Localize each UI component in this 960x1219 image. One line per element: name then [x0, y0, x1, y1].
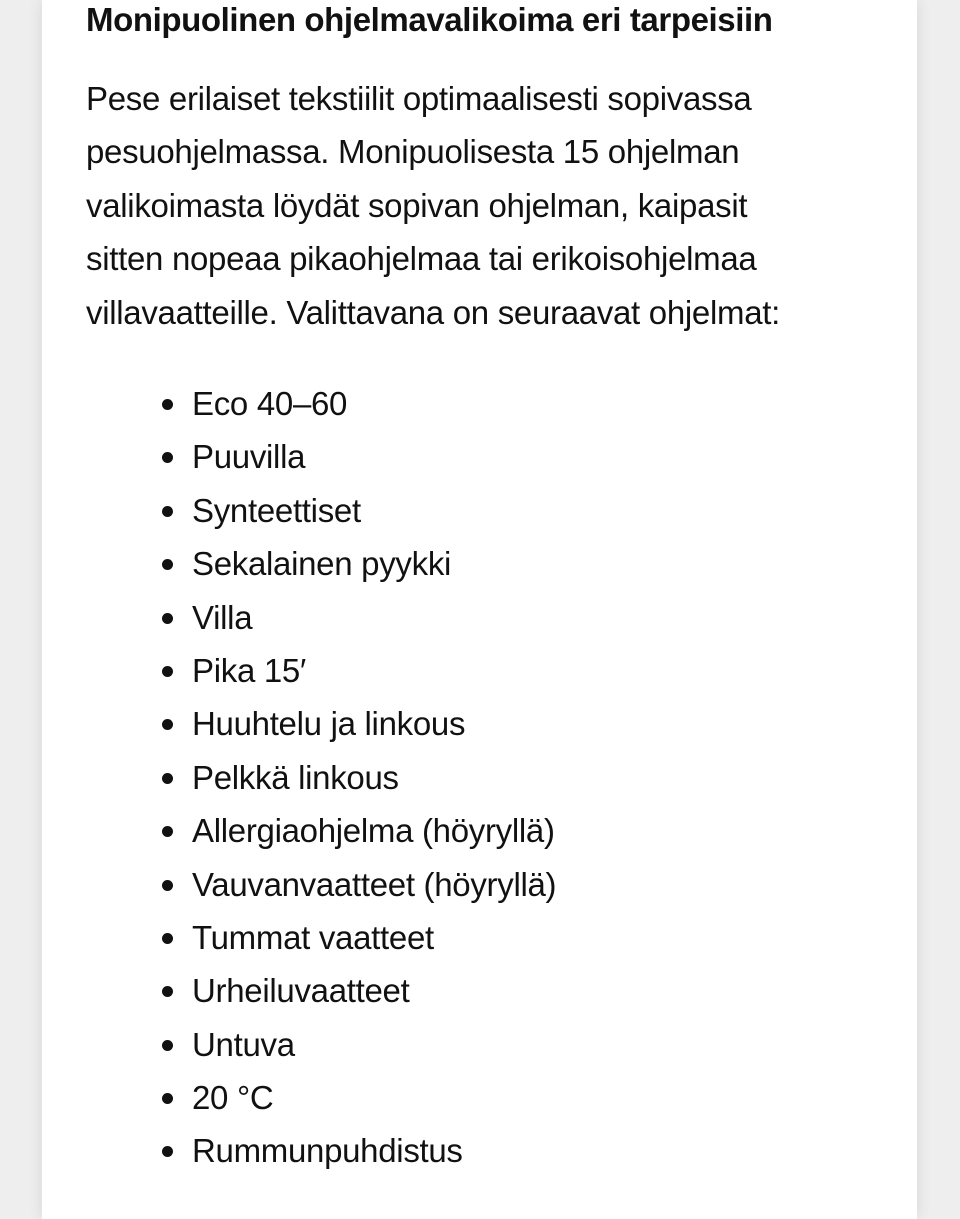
bullet-icon — [162, 399, 173, 410]
bullet-icon — [162, 452, 173, 463]
program-list-item — [192, 644, 556, 697]
program-label: Vauvanvaatteet (höyryllä) — [192, 865, 557, 903]
program-list-item — [192, 964, 556, 1017]
program-label: Puuvilla — [192, 438, 306, 476]
content-card — [42, 0, 917, 1219]
bullet-icon — [162, 559, 173, 570]
program-label: Pelkkä linkous — [192, 758, 399, 796]
bullet-icon — [162, 773, 173, 784]
program-list-item — [192, 804, 556, 857]
program-list-item — [192, 911, 556, 964]
program-label: Rummunpuhdistus — [192, 1132, 463, 1170]
program-label: Synteettiset — [192, 491, 361, 529]
intro-line: sitten nopeaa pikaohjelmaa tai erikoisohjelmaa — [86, 240, 757, 278]
program-list-item — [192, 1071, 556, 1124]
bullet-icon — [162, 613, 173, 624]
program-list-item — [192, 697, 556, 750]
intro-line: villavaatteille. Valittavana on seuraavat ohjelmat: — [86, 293, 780, 331]
program-label: Tummat vaatteet — [192, 918, 434, 956]
program-list-item — [192, 858, 556, 911]
program-label: 20 °C — [192, 1079, 274, 1117]
intro-paragraph — [86, 72, 886, 339]
intro-line: pesuohjelmassa. Monipuolisesta 15 ohjelman — [86, 133, 740, 171]
program-list-item — [192, 591, 556, 644]
bullet-icon — [162, 933, 173, 944]
bullet-icon — [162, 1146, 173, 1157]
section-heading: Monipuolinen ohjelmavalikoima eri tarpeisiin — [86, 1, 773, 38]
program-label: Sekalainen pyykki — [192, 545, 452, 583]
program-label: Eco 40–60 — [192, 385, 348, 422]
bullet-icon — [162, 506, 173, 517]
program-label: Huuhtelu ja linkous — [192, 705, 466, 743]
program-list-item — [192, 537, 556, 590]
bullet-icon — [162, 986, 173, 997]
program-label: Urheiluvaatteet — [192, 972, 410, 1010]
bullet-icon — [162, 719, 173, 730]
bullet-icon — [162, 880, 173, 891]
program-label: Pika 15′ — [192, 651, 306, 689]
program-list-item — [192, 430, 556, 483]
program-label: Allergiaohjelma (höyryllä) — [192, 812, 555, 850]
program-label: Untuva — [192, 1025, 295, 1063]
program-list-item — [192, 377, 556, 430]
program-label: Villa — [192, 598, 253, 636]
bullet-icon — [162, 1040, 173, 1051]
program-list-item — [192, 751, 556, 804]
program-list-item — [192, 1018, 556, 1071]
bullet-icon — [162, 666, 173, 677]
bullet-icon — [162, 1093, 173, 1104]
program-list — [192, 377, 556, 1178]
program-list-item — [192, 484, 556, 537]
intro-line: Pese erilaiset tekstiilit optimaalisesti sopivassa — [86, 80, 752, 117]
program-list-item — [192, 1124, 556, 1177]
intro-line: valikoimasta löydät sopivan ohjelman, kaipasit — [86, 186, 748, 224]
bullet-icon — [162, 826, 173, 837]
